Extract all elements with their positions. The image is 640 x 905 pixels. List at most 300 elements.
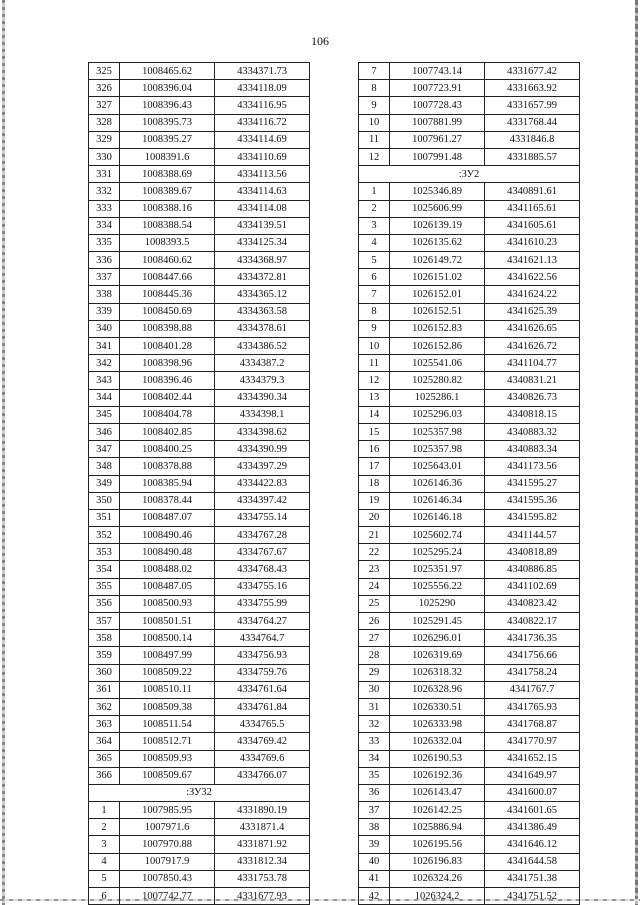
table-row [89, 578, 310, 595]
table-row [359, 406, 580, 423]
y-coordinate-cell: 4334769.6 [215, 750, 310, 767]
y-coordinate-cell: 4341770.97 [485, 733, 580, 750]
point-number-cell: 327 [89, 97, 120, 114]
y-coordinate-cell: 4334761.84 [215, 698, 310, 715]
point-number-cell: 351 [89, 509, 120, 526]
point-number-cell: 30 [359, 681, 390, 698]
table-row [89, 234, 310, 251]
scan-edge-left [2, 0, 5, 905]
point-number-cell: 7 [359, 63, 390, 80]
point-number-cell: 27 [359, 630, 390, 647]
point-number-cell: 338 [89, 286, 120, 303]
table-row [359, 217, 580, 234]
y-coordinate-cell: 4341736.35 [485, 630, 580, 647]
y-coordinate-cell: 4331663.92 [485, 80, 580, 97]
point-number-cell: 20 [359, 509, 390, 526]
point-number-cell: 348 [89, 458, 120, 475]
x-coordinate-cell: 1026152.83 [390, 320, 485, 337]
y-coordinate-cell: 4341104.77 [485, 355, 580, 372]
x-coordinate-cell: 1008487.05 [120, 578, 215, 595]
y-coordinate-cell: 4334398.1 [215, 406, 310, 423]
y-coordinate-cell: 4334390.99 [215, 441, 310, 458]
y-coordinate-cell: 4341646.12 [485, 836, 580, 853]
y-coordinate-cell: 4341765.93 [485, 698, 580, 715]
point-number-cell: 5 [359, 252, 390, 269]
table-row [89, 853, 310, 870]
x-coordinate-cell: 1008509.22 [120, 664, 215, 681]
table-row [89, 630, 310, 647]
point-number-cell: 28 [359, 647, 390, 664]
x-coordinate-cell: 1008388.16 [120, 200, 215, 217]
point-number-cell: 40 [359, 853, 390, 870]
table-row [359, 338, 580, 355]
y-coordinate-cell: 4341625.39 [485, 303, 580, 320]
point-number-cell: 34 [359, 750, 390, 767]
y-coordinate-cell: 4334397.29 [215, 458, 310, 475]
table-row [359, 647, 580, 664]
point-number-cell: 42 [359, 888, 390, 905]
x-coordinate-cell: 1007850.43 [120, 870, 215, 887]
table-row [359, 63, 580, 80]
table-row [359, 802, 580, 819]
y-coordinate-cell: 4334114.08 [215, 200, 310, 217]
point-number-cell: 11 [359, 131, 390, 148]
x-coordinate-cell: 1008391.6 [120, 148, 215, 165]
table-row [89, 166, 310, 183]
table-row [359, 767, 580, 784]
y-coordinate-cell: 4334756.93 [215, 647, 310, 664]
point-number-cell: 341 [89, 338, 120, 355]
table-row [89, 561, 310, 578]
point-number-cell: 334 [89, 217, 120, 234]
table-row [89, 819, 310, 836]
table-row [89, 492, 310, 509]
y-coordinate-cell: 4334372.81 [215, 269, 310, 286]
x-coordinate-cell: 1025643.01 [390, 458, 485, 475]
x-coordinate-cell: 1008445.36 [120, 286, 215, 303]
y-coordinate-cell: 4341601.65 [485, 802, 580, 819]
y-coordinate-cell: 4340818.15 [485, 406, 580, 423]
y-coordinate-cell: 4334110.69 [215, 148, 310, 165]
table-row [359, 320, 580, 337]
point-number-cell: 347 [89, 441, 120, 458]
y-coordinate-cell: 4341649.97 [485, 767, 580, 784]
x-coordinate-cell: 1026152.51 [390, 303, 485, 320]
x-coordinate-cell: 1008395.27 [120, 131, 215, 148]
y-coordinate-cell: 4340818.89 [485, 544, 580, 561]
y-coordinate-cell: 4334114.63 [215, 183, 310, 200]
y-coordinate-cell: 4331657.99 [485, 97, 580, 114]
point-number-cell: 343 [89, 372, 120, 389]
point-number-cell: 342 [89, 355, 120, 372]
x-coordinate-cell: 1026146.18 [390, 509, 485, 526]
table-row [359, 664, 580, 681]
table-row [89, 423, 310, 440]
table-row [89, 114, 310, 131]
point-number-cell: 337 [89, 269, 120, 286]
point-number-cell: 9 [359, 320, 390, 337]
y-coordinate-cell: 4341595.36 [485, 492, 580, 509]
point-number-cell: 10 [359, 114, 390, 131]
y-coordinate-cell: 4334387.2 [215, 355, 310, 372]
x-coordinate-cell: 1025296.03 [390, 406, 485, 423]
y-coordinate-cell: 4341626.72 [485, 338, 580, 355]
x-coordinate-cell: 1026151.02 [390, 269, 485, 286]
x-coordinate-cell: 1025346.89 [390, 183, 485, 200]
table-row [359, 561, 580, 578]
y-coordinate-cell: 4341758.24 [485, 664, 580, 681]
point-number-cell: 2 [359, 200, 390, 217]
coordinates-table-left [88, 62, 310, 905]
point-number-cell: 1 [359, 183, 390, 200]
x-coordinate-cell: 1008509.38 [120, 698, 215, 715]
y-coordinate-cell: 4334755.14 [215, 509, 310, 526]
x-coordinate-cell: 1008509.93 [120, 750, 215, 767]
x-coordinate-cell: 1025286.1 [390, 389, 485, 406]
point-number-cell: 326 [89, 80, 120, 97]
point-number-cell: 8 [359, 303, 390, 320]
table-row [89, 80, 310, 97]
x-coordinate-cell: 1026328.96 [390, 681, 485, 698]
x-coordinate-cell: 1008401.28 [120, 338, 215, 355]
y-coordinate-cell: 4341595.82 [485, 509, 580, 526]
point-number-cell: 26 [359, 613, 390, 630]
point-number-cell: 4 [89, 853, 120, 870]
x-coordinate-cell: 1007881.99 [390, 114, 485, 131]
y-coordinate-cell: 4340883.32 [485, 423, 580, 440]
table-row [89, 338, 310, 355]
point-number-cell: 359 [89, 647, 120, 664]
x-coordinate-cell: 1008465.62 [120, 63, 215, 80]
y-coordinate-cell: 4331677.42 [485, 63, 580, 80]
x-coordinate-cell: 1025357.98 [390, 423, 485, 440]
x-coordinate-cell: 1008389.67 [120, 183, 215, 200]
y-coordinate-cell: 4334118.09 [215, 80, 310, 97]
x-coordinate-cell: 1007961.27 [390, 131, 485, 148]
x-coordinate-cell: 1008402.44 [120, 389, 215, 406]
y-coordinate-cell: 4341600.07 [485, 784, 580, 801]
table-row [359, 458, 580, 475]
table-row [359, 475, 580, 492]
y-coordinate-cell: 4341751.52 [485, 888, 580, 905]
y-coordinate-cell: 4331768.44 [485, 114, 580, 131]
table-row [359, 372, 580, 389]
x-coordinate-cell: 1025351.97 [390, 561, 485, 578]
y-coordinate-cell: 4334368.97 [215, 252, 310, 269]
point-number-cell: 12 [359, 148, 390, 165]
point-number-cell: 23 [359, 561, 390, 578]
table-row [89, 613, 310, 630]
y-coordinate-cell: 4341165.61 [485, 200, 580, 217]
table-row [359, 80, 580, 97]
x-coordinate-cell: 1007970.88 [120, 836, 215, 853]
point-number-cell: 36 [359, 784, 390, 801]
y-coordinate-cell: 4341644.58 [485, 853, 580, 870]
x-coordinate-cell: 1026332.04 [390, 733, 485, 750]
table-row [359, 836, 580, 853]
table-row [89, 183, 310, 200]
x-coordinate-cell: 1025295.24 [390, 544, 485, 561]
y-coordinate-cell: 4334761.64 [215, 681, 310, 698]
y-coordinate-cell: 4341626.65 [485, 320, 580, 337]
table-row [359, 578, 580, 595]
section-label: :ЗУ32 [89, 784, 310, 801]
x-coordinate-cell: 1007917.9 [120, 853, 215, 870]
table-row [89, 252, 310, 269]
y-coordinate-cell: 4341768.87 [485, 716, 580, 733]
y-coordinate-cell: 4334764.27 [215, 613, 310, 630]
x-coordinate-cell: 1008404.78 [120, 406, 215, 423]
point-number-cell: 335 [89, 234, 120, 251]
point-number-cell: 366 [89, 767, 120, 784]
table-row [359, 97, 580, 114]
section-label: :ЗУ2 [359, 166, 580, 183]
x-coordinate-cell: 1008396.43 [120, 97, 215, 114]
table-row [89, 716, 310, 733]
y-coordinate-cell: 4334766.07 [215, 767, 310, 784]
point-number-cell: 24 [359, 578, 390, 595]
table-row [359, 114, 580, 131]
y-coordinate-cell: 4334365.12 [215, 286, 310, 303]
point-number-cell: 9 [359, 97, 390, 114]
x-coordinate-cell: 1008400.25 [120, 441, 215, 458]
point-number-cell: 2 [89, 819, 120, 836]
point-number-cell: 15 [359, 423, 390, 440]
point-number-cell: 352 [89, 527, 120, 544]
x-coordinate-cell: 1008398.88 [120, 320, 215, 337]
y-coordinate-cell: 4334759.76 [215, 664, 310, 681]
x-coordinate-cell: 1008500.93 [120, 595, 215, 612]
x-coordinate-cell: 1026152.01 [390, 286, 485, 303]
table-row [359, 716, 580, 733]
point-number-cell: 1 [89, 802, 120, 819]
left-table-body [89, 63, 310, 905]
table-row [89, 372, 310, 389]
point-number-cell: 10 [359, 338, 390, 355]
x-coordinate-cell: 1007971.6 [120, 819, 215, 836]
x-coordinate-cell: 1008378.88 [120, 458, 215, 475]
table-row [359, 819, 580, 836]
point-number-cell: 4 [359, 234, 390, 251]
table-row [89, 355, 310, 372]
table-row [89, 767, 310, 784]
y-coordinate-cell: 4331846.8 [485, 131, 580, 148]
y-coordinate-cell: 4340826.73 [485, 389, 580, 406]
y-coordinate-cell: 4341624.22 [485, 286, 580, 303]
table-row [359, 613, 580, 630]
right-table-body [359, 63, 580, 905]
x-coordinate-cell: 1008395.73 [120, 114, 215, 131]
x-coordinate-cell: 1008460.62 [120, 252, 215, 269]
y-coordinate-cell: 4341756.66 [485, 647, 580, 664]
table-row [359, 853, 580, 870]
y-coordinate-cell: 4334769.42 [215, 733, 310, 750]
table-row [359, 389, 580, 406]
x-coordinate-cell: 1007991.48 [390, 148, 485, 165]
point-number-cell: 8 [359, 80, 390, 97]
x-coordinate-cell: 1008378.44 [120, 492, 215, 509]
x-coordinate-cell: 1008510.11 [120, 681, 215, 698]
table-row [359, 630, 580, 647]
y-coordinate-cell: 4331753.78 [215, 870, 310, 887]
table-row [89, 509, 310, 526]
point-number-cell: 333 [89, 200, 120, 217]
point-number-cell: 357 [89, 613, 120, 630]
y-coordinate-cell: 4341751.38 [485, 870, 580, 887]
x-coordinate-cell: 1007723.91 [390, 80, 485, 97]
y-coordinate-cell: 4334755.99 [215, 595, 310, 612]
y-coordinate-cell: 4334363.58 [215, 303, 310, 320]
x-coordinate-cell: 1007742.77 [120, 888, 215, 905]
table-row [89, 217, 310, 234]
x-coordinate-cell: 1008511.54 [120, 716, 215, 733]
table-row [89, 389, 310, 406]
table-row [89, 406, 310, 423]
table-row [359, 681, 580, 698]
table-row [89, 269, 310, 286]
y-coordinate-cell: 4334767.67 [215, 544, 310, 561]
point-number-cell: 18 [359, 475, 390, 492]
y-coordinate-cell: 4334765.5 [215, 716, 310, 733]
point-number-cell: 17 [359, 458, 390, 475]
x-coordinate-cell: 1026333.98 [390, 716, 485, 733]
point-number-cell: 6 [89, 888, 120, 905]
x-coordinate-cell: 1026296.01 [390, 630, 485, 647]
x-coordinate-cell: 1008385.94 [120, 475, 215, 492]
table-row [359, 784, 580, 801]
y-coordinate-cell: 4340822.17 [485, 613, 580, 630]
scan-edge-right [635, 0, 638, 905]
y-coordinate-cell: 4341605.61 [485, 217, 580, 234]
y-coordinate-cell: 4334113.56 [215, 166, 310, 183]
point-number-cell: 16 [359, 441, 390, 458]
point-number-cell: 346 [89, 423, 120, 440]
x-coordinate-cell: 1007985.95 [120, 802, 215, 819]
point-number-cell: 19 [359, 492, 390, 509]
table-row [359, 131, 580, 148]
y-coordinate-cell: 4341622.56 [485, 269, 580, 286]
point-number-cell: 13 [359, 389, 390, 406]
x-coordinate-cell: 1008497.99 [120, 647, 215, 664]
table-row [89, 836, 310, 853]
y-coordinate-cell: 4334125.34 [215, 234, 310, 251]
x-coordinate-cell: 1026143.47 [390, 784, 485, 801]
table-row [359, 509, 580, 526]
y-coordinate-cell: 4331871.4 [215, 819, 310, 836]
table-row [89, 870, 310, 887]
section-header-row [89, 784, 310, 801]
table-row [89, 458, 310, 475]
point-number-cell: 345 [89, 406, 120, 423]
point-number-cell: 32 [359, 716, 390, 733]
y-coordinate-cell: 4334114.69 [215, 131, 310, 148]
page-number: 106 [311, 34, 329, 48]
x-coordinate-cell: 1008447.66 [120, 269, 215, 286]
table-row [89, 475, 310, 492]
x-coordinate-cell: 1008450.69 [120, 303, 215, 320]
x-coordinate-cell: 1025556.22 [390, 578, 485, 595]
table-row [359, 269, 580, 286]
y-coordinate-cell: 4331871.92 [215, 836, 310, 853]
x-coordinate-cell: 1025280.82 [390, 372, 485, 389]
x-coordinate-cell: 1008512.71 [120, 733, 215, 750]
point-number-cell: 7 [359, 286, 390, 303]
table-row [359, 286, 580, 303]
x-coordinate-cell: 1008509.67 [120, 767, 215, 784]
point-number-cell: 365 [89, 750, 120, 767]
x-coordinate-cell: 1008398.96 [120, 355, 215, 372]
table-row [359, 595, 580, 612]
table-row [359, 888, 580, 905]
point-number-cell: 330 [89, 148, 120, 165]
y-coordinate-cell: 4334378.61 [215, 320, 310, 337]
point-number-cell: 41 [359, 870, 390, 887]
point-number-cell: 363 [89, 716, 120, 733]
table-row [359, 252, 580, 269]
point-number-cell: 5 [89, 870, 120, 887]
x-coordinate-cell: 1025602.74 [390, 527, 485, 544]
x-coordinate-cell: 1026149.72 [390, 252, 485, 269]
point-number-cell: 364 [89, 733, 120, 750]
x-coordinate-cell: 1008488.02 [120, 561, 215, 578]
table-row [359, 183, 580, 200]
y-coordinate-cell: 4334398.62 [215, 423, 310, 440]
table-row [89, 97, 310, 114]
table-row [359, 733, 580, 750]
point-number-cell: 353 [89, 544, 120, 561]
x-coordinate-cell: 1008487.07 [120, 509, 215, 526]
y-coordinate-cell: 4334386.52 [215, 338, 310, 355]
point-number-cell: 35 [359, 767, 390, 784]
point-number-cell: 356 [89, 595, 120, 612]
x-coordinate-cell: 1008501.51 [120, 613, 215, 630]
y-coordinate-cell: 4341173.56 [485, 458, 580, 475]
point-number-cell: 29 [359, 664, 390, 681]
table-row [89, 595, 310, 612]
point-number-cell: 350 [89, 492, 120, 509]
y-coordinate-cell: 4331890.19 [215, 802, 310, 819]
point-number-cell: 39 [359, 836, 390, 853]
table-row [89, 733, 310, 750]
point-number-cell: 33 [359, 733, 390, 750]
point-number-cell: 31 [359, 698, 390, 715]
x-coordinate-cell: 1025541.06 [390, 355, 485, 372]
x-coordinate-cell: 1025290 [390, 595, 485, 612]
table-row [359, 544, 580, 561]
section-header-row [359, 166, 580, 183]
x-coordinate-cell: 1025357.98 [390, 441, 485, 458]
point-number-cell: 3 [89, 836, 120, 853]
y-coordinate-cell: 4334764.7 [215, 630, 310, 647]
x-coordinate-cell: 1026330.51 [390, 698, 485, 715]
y-coordinate-cell: 4331812.34 [215, 853, 310, 870]
table-row [89, 286, 310, 303]
point-number-cell: 22 [359, 544, 390, 561]
y-coordinate-cell: 4334379.3 [215, 372, 310, 389]
table-row [359, 870, 580, 887]
point-number-cell: 344 [89, 389, 120, 406]
x-coordinate-cell: 1026195.56 [390, 836, 485, 853]
x-coordinate-cell: 1008393.5 [120, 234, 215, 251]
x-coordinate-cell: 1026319.69 [390, 647, 485, 664]
x-coordinate-cell: 1008388.69 [120, 166, 215, 183]
x-coordinate-cell: 1026196.83 [390, 853, 485, 870]
y-coordinate-cell: 4341144.57 [485, 527, 580, 544]
y-coordinate-cell: 4341767.7 [485, 681, 580, 698]
y-coordinate-cell: 4334371.73 [215, 63, 310, 80]
table-row [89, 544, 310, 561]
y-coordinate-cell: 4341610.23 [485, 234, 580, 251]
